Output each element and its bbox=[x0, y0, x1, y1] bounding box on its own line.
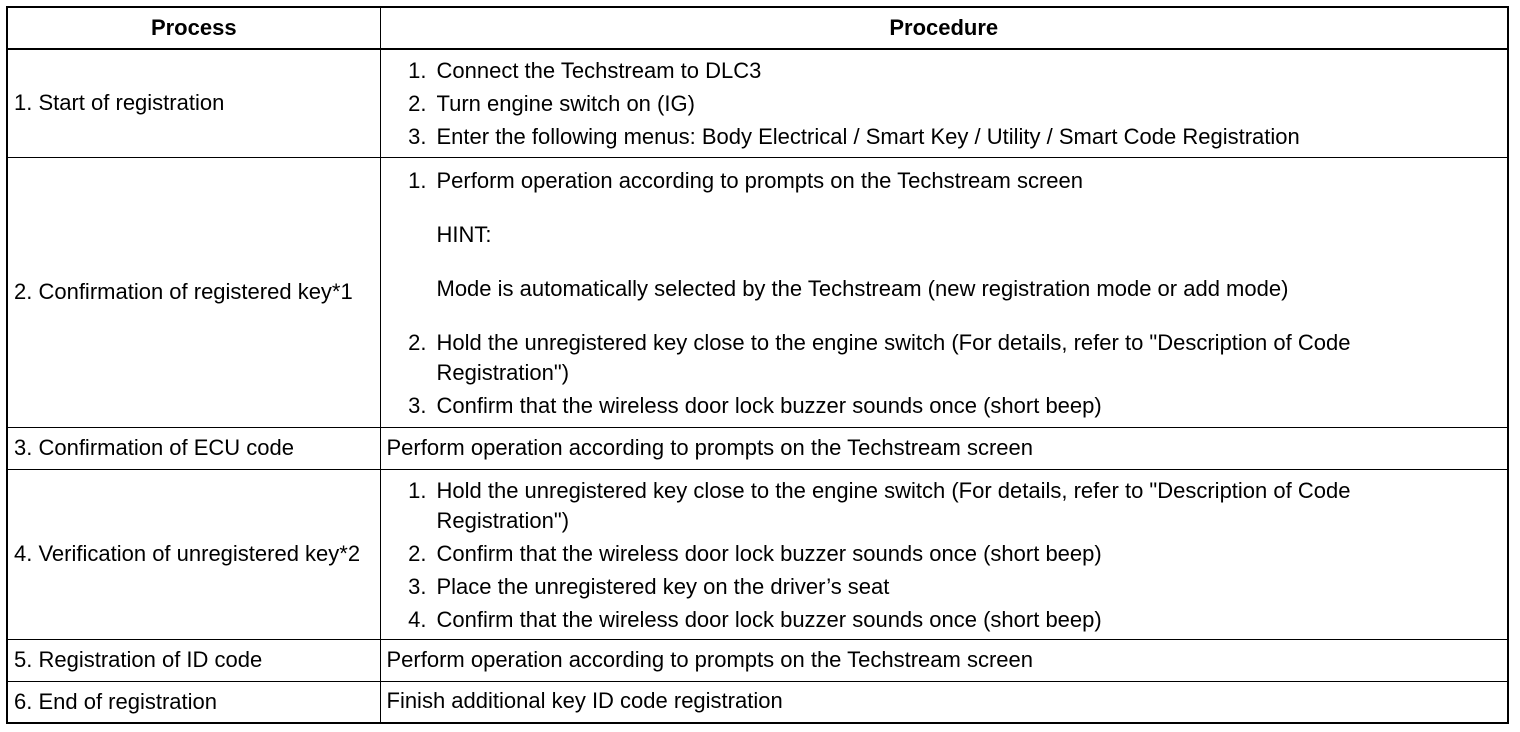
step-number: 1. bbox=[408, 477, 427, 503]
step-text: Perform operation according to prompts on the Techstream screen bbox=[436, 167, 1083, 193]
step-text: Place the unregistered key on the driver’s seat bbox=[436, 573, 890, 599]
process-column-header: Process bbox=[7, 7, 380, 49]
procedure-step bbox=[381, 391, 1488, 421]
procedure-cell: Perform operation according to prompts on the Techstream screen bbox=[380, 427, 1508, 469]
hint-title: HINT: bbox=[436, 221, 492, 247]
table-row bbox=[7, 469, 1508, 639]
procedure-step bbox=[381, 328, 1488, 388]
procedure-step bbox=[381, 89, 1488, 119]
procedure-cell: Perform operation according to prompts on the Techstream screen bbox=[380, 639, 1508, 681]
table-row bbox=[7, 639, 1508, 681]
hint-block bbox=[381, 220, 1488, 304]
step-number: 2. bbox=[408, 540, 427, 566]
procedure-cell bbox=[380, 469, 1508, 639]
step-number: 3. bbox=[408, 573, 427, 599]
step-text: Hold the unregistered key close to the engine switch (For details, refer to "Description of Code Registration") bbox=[436, 329, 1351, 385]
step-text: Turn engine switch on (IG) bbox=[436, 91, 695, 117]
procedure-step bbox=[381, 122, 1488, 152]
hint-text: Mode is automatically selected by the Techstream (new registration mode or add mode) bbox=[436, 275, 1289, 301]
procedure-step bbox=[381, 476, 1488, 536]
step-number: 2. bbox=[408, 329, 427, 355]
process-cell: 4. Verification of unregistered key*2 bbox=[7, 469, 380, 639]
step-number: 1. bbox=[408, 58, 427, 84]
table-row bbox=[7, 427, 1508, 469]
step-number: 1. bbox=[408, 167, 427, 193]
procedure-step bbox=[381, 166, 1488, 196]
step-text: Enter the following menus: Body Electrical / Smart Key / Utility / Smart Code Registration bbox=[436, 124, 1300, 150]
procedure-cell bbox=[380, 157, 1508, 427]
table-row bbox=[7, 49, 1508, 157]
process-cell: 5. Registration of ID code bbox=[7, 639, 380, 681]
header-row bbox=[7, 7, 1508, 49]
procedure-step bbox=[381, 605, 1488, 635]
process-cell: 3. Confirmation of ECU code bbox=[7, 427, 380, 469]
step-text: Confirm that the wireless door lock buzzer sounds once (short beep) bbox=[436, 540, 1102, 566]
table-row bbox=[7, 681, 1508, 723]
procedure-cell: Finish additional key ID code registration bbox=[380, 681, 1508, 723]
procedure-cell bbox=[380, 49, 1508, 157]
step-text: Hold the unregistered key close to the engine switch (For details, refer to "Description of Code Registration") bbox=[436, 477, 1351, 533]
procedure-step bbox=[381, 572, 1488, 602]
procedure-step bbox=[381, 56, 1488, 86]
step-number: 3. bbox=[408, 124, 427, 150]
step-text: Confirm that the wireless door lock buzzer sounds once (short beep) bbox=[436, 606, 1102, 632]
step-text: Connect the Techstream to DLC3 bbox=[436, 58, 762, 84]
table-row bbox=[7, 157, 1508, 427]
process-cell: 6. End of registration bbox=[7, 681, 380, 723]
step-number: 2. bbox=[408, 91, 427, 117]
procedure-step bbox=[381, 539, 1488, 569]
procedure-column-header: Procedure bbox=[380, 7, 1508, 49]
process-cell: 1. Start of registration bbox=[7, 49, 380, 157]
procedure-table bbox=[6, 6, 1509, 724]
process-cell: 2. Confirmation of registered key*1 bbox=[7, 157, 380, 427]
step-number: 3. bbox=[408, 392, 427, 418]
step-number: 4. bbox=[408, 606, 427, 632]
step-text: Confirm that the wireless door lock buzzer sounds once (short beep) bbox=[436, 392, 1102, 418]
